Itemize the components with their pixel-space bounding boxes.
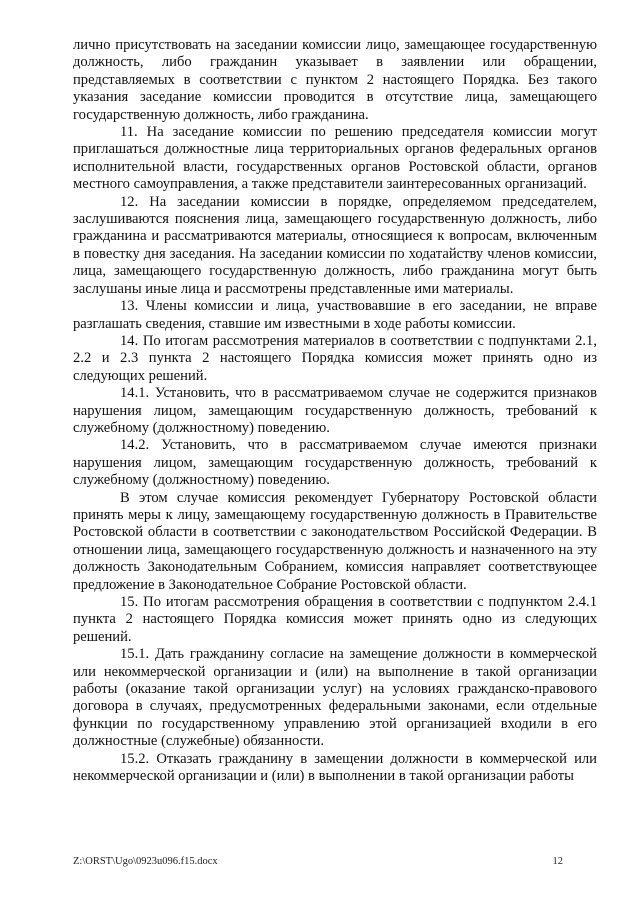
paragraph-14-2: 14.2. Установить, что в рассматриваемом случае имеются признаки нарушения лицом, замещающим государственную должность, требований к служебному (должностному) поведению.	[73, 437, 597, 489]
paragraph-recommendation: В этом случае комиссия рекомендует Губернатору Ростовской области принять меры к лицу, замещающему государственную должность в Правительстве Ростовской области в соответствии с законодательством Российской Федерации. В отношении лица, замещающего государственную должность и назначенного на эту должность Законодательным Собранием, комиссия направляет соответствующее предложение в Законодательное Собрание Ростовской области.	[73, 489, 597, 593]
paragraph-15-1: 15.1. Дать гражданину согласие на замещение должности в коммерческой или некоммерческой организации и (или) на выполнение в такой организации работы (оказание такой организации услуг) на условиях гражданско-правового договора в случаях, предусмотренных федеральными законами, если отдельные функции по государственному управлению этой организацией входили в его должностные (служебные) обязанности.	[73, 646, 597, 750]
document-body	[73, 37, 597, 785]
paragraph-12: 12. На заседании комиссии в порядке, определяемом председателем, заслушиваются пояснения лица, замещающего государственную должность, либо гражданина и рассматриваются материалы, относящиеся к вопросам, включенным в повестку дня заседания. На заседании комиссии по ходатайству членов комиссии, лица, замещающего государственную должность, либо гражданина могут быть заслушаны иные лица и рассмотрены представленные ими материалы.	[73, 193, 597, 297]
page-number: 12	[552, 856, 563, 867]
paragraph-14-1: 14.1. Установить, что в рассматриваемом случае не содержится признаков нарушения лицом, замещающим государственную должность, требований к служебному (должностному) поведению.	[73, 385, 597, 436]
paragraph-11: 11. На заседание комиссии по решению председателя комиссии могут приглашаться должностные лица территориальных органов федеральных органов исполнительной власти, государственных органов Ростовской области, органов местного самоуправления, а также представители заинтересованных организаций.	[73, 124, 597, 193]
page-footer	[73, 855, 567, 869]
paragraph-13: 13. Члены комиссии и лица, участвовавшие в его заседании, не вправе разглашать сведения, ставшие им известными в ходе работы комиссии.	[73, 298, 597, 332]
paragraph-15: 15. По итогам рассмотрения обращения в соответствии с подпунктом 2.4.1 пункта 2 настоящего Порядка комиссия может принять одно из следующих решений.	[73, 594, 597, 645]
paragraph-14: 14. По итогам рассмотрения материалов в соответствии с подпунктами 2.1, 2.2 и 2.3 пункта 2 настоящего Порядка комиссия может принять одно из следующих решений.	[73, 332, 597, 384]
footer-file-path: Z:\ORST\Ugo\0923u096.f15.docx	[73, 856, 218, 867]
paragraph-15-2: 15.2. Отказать гражданину в замещении должности в коммерческой или некоммерческой организации и (или) в выполнении в такой организации работы	[73, 750, 597, 785]
paragraph-continuation: лично присутствовать на заседании комиссии лицо, замещающее государственную должность, либо гражданин указывает в заявлении или обращении, представляемых в соответствии с пунктом 2 настоящего Порядка. Без такого указания заседание комиссии проводится в отсутствие лица, замещающего государственную должность, либо гражданина.	[73, 37, 597, 123]
